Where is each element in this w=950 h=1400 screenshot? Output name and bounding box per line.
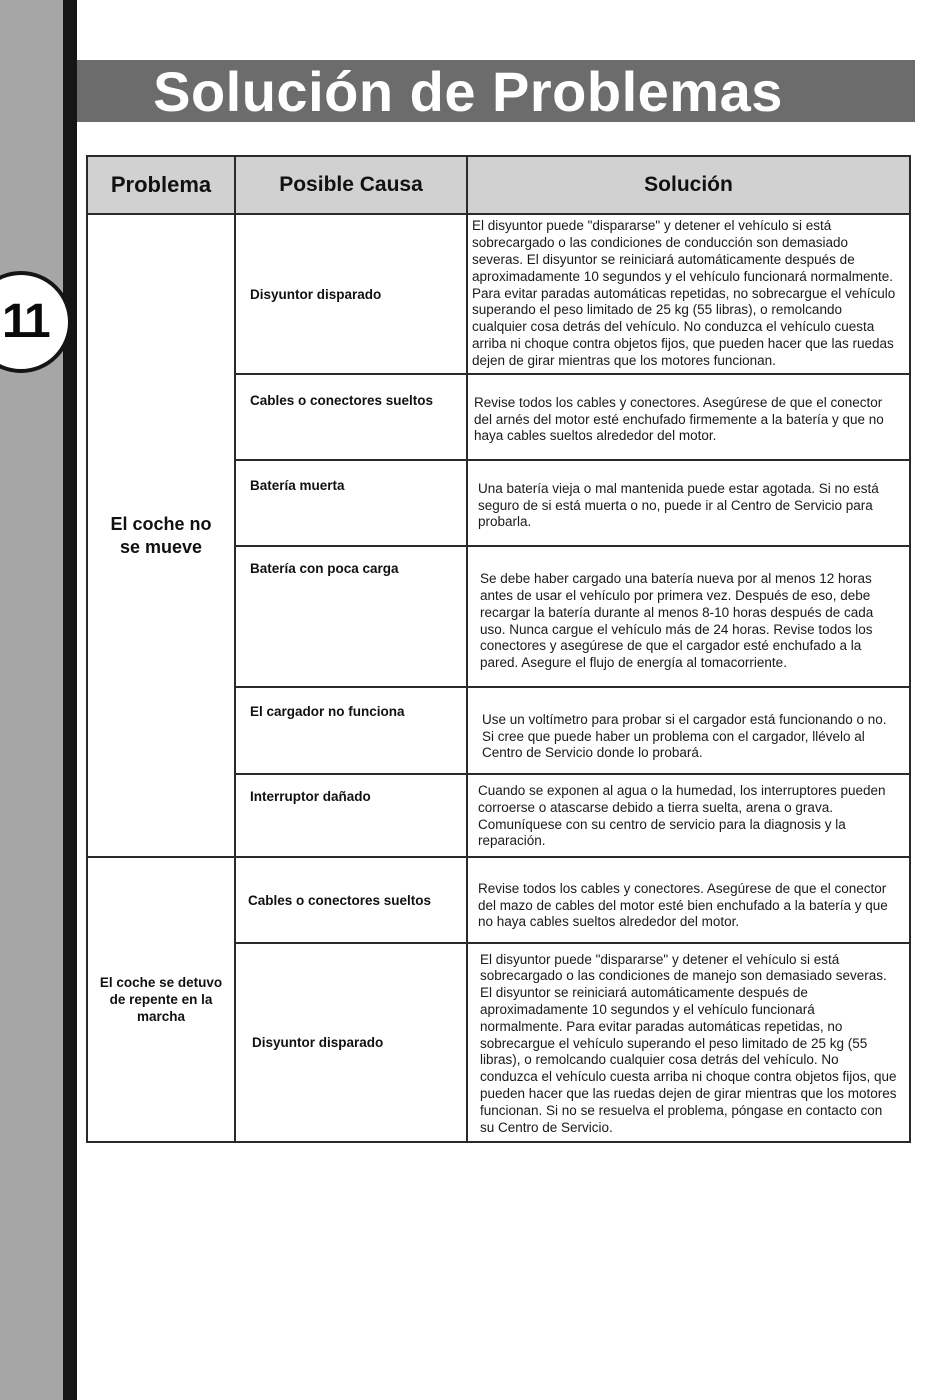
- title-bar: [77, 60, 915, 122]
- cause-label: Batería muerta: [250, 478, 345, 493]
- cause-label: El cargador no funciona: [250, 704, 405, 719]
- table-header-row: [87, 156, 910, 214]
- solution-cell: Use un voltímetro para probar si el cargador está funcionando o no. Si cree que puede haber un problema con el cargador, llévelo al Centro de Servicio donde lo probará.: [467, 687, 910, 774]
- problem-cell: [87, 857, 235, 1142]
- solution-cell: El disyuntor puede "dispararse" y detener el vehículo si está sobrecargado o las condiciones de manejo son demasiado severas. El disyuntor se reiniciará automáticamente después de aproximadamente 10 segundos y el vehículo funcionará normalmente. Para evitar paradas automáticas repetidas, no sobrecargue el vehículo superando el peso limitado de 25 kg (55 libras), o remolcando cualquier cosa detrás del vehículo. No conduzca el vehículo cuesta arriba ni choque contra objetos fijos, que pueden hacer que las ruedas dejen de girar mientras que los motores funcionan. Si no se resuelva el problema, póngase en contacto con su Centro de Servicio.: [467, 943, 910, 1142]
- problem-label: El coche se detuvo de repente en la marcha: [99, 975, 223, 1024]
- cause-cell: [235, 774, 467, 857]
- solution-cell: Una batería vieja o mal mantenida puede estar agotada. Si no está seguro de si está muerta o no, puede ir al Centro de Servicio para probarla.: [467, 460, 910, 546]
- troubleshooting-table: [86, 155, 911, 1143]
- table-row: [87, 857, 910, 943]
- cause-cell: [235, 546, 467, 687]
- solution-cell: Cuando se exponen al agua o la humedad, los interruptores pueden corroerse o atascarse debido a tierra suelta, arena o grava. Comuníquese con su centro de servicio para la diagnosis y la reparación.: [467, 774, 910, 857]
- solution-cell: El disyuntor puede "dispararse" y detener el vehículo si está sobrecargado o las condiciones de conducción son demasiado severas. El disyuntor se reiniciará automáticamente después de aproximadamente 10 segundos y el vehículo funcionará normalmente. Para evitar paradas automáticas repetidas, no sobrecargue el vehículo superando el peso limitado de 25 kg (55 libras), o remolcando cualquier cosa detrás del vehículo. No conduzca el vehículo cuesta arriba ni choque contra objetos fijos, que pueden hacer que las ruedas dejen de girar mientras que los motores funcionan.: [467, 214, 910, 374]
- header-solution: Solución: [467, 156, 910, 214]
- header-cause: Posible Causa: [235, 156, 467, 214]
- problem-label: El coche no se mueve: [110, 513, 212, 557]
- left-margin-band: [0, 0, 63, 1400]
- page-number: 11: [2, 295, 49, 348]
- cause-cell: Cables o conectores sueltos: [235, 857, 467, 943]
- solution-cell: Se debe haber cargado una batería nueva por al menos 12 horas antes de usar el vehículo por primera vez. Después de eso, debe recargar la batería durante al menos 8-10 horas después de cada uso. Nunca cargue el vehículo más de 24 horas. Revise todos los conectores y asegúrese de que el cargador esté enchufado a la pared. Asegure el flujo de energía al tomacorriente.: [467, 546, 910, 687]
- cause-cell: [235, 374, 467, 460]
- cause-cell: Disyuntor disparado: [235, 214, 467, 374]
- solution-cell: Revise todos los cables y conectores. Asegúrese de que el conector del mazo de cables del motor esté bien enchufado a la batería y que no haya cables sueltos alrededor del motor.: [467, 857, 910, 943]
- cause-cell: [235, 460, 467, 546]
- solution-cell: Revise todos los cables y conectores. Asegúrese de que el conector del arnés del motor esté enchufado firmemente a la batería y que no haya cables sueltos alrededor del motor.: [467, 374, 910, 460]
- header-problem: Problema: [87, 156, 235, 214]
- left-margin-stripe: [63, 0, 77, 1400]
- cause-label: Cables o conectores sueltos: [250, 393, 434, 408]
- problem-cell: [87, 214, 235, 857]
- cause-cell: [235, 687, 467, 774]
- page-title: Solución de Problemas: [153, 59, 783, 123]
- table-row: [87, 214, 910, 374]
- cause-label: Batería con poca carga: [250, 561, 399, 576]
- cause-label: Interruptor dañado: [250, 789, 371, 804]
- cause-cell: Disyuntor disparado: [235, 943, 467, 1142]
